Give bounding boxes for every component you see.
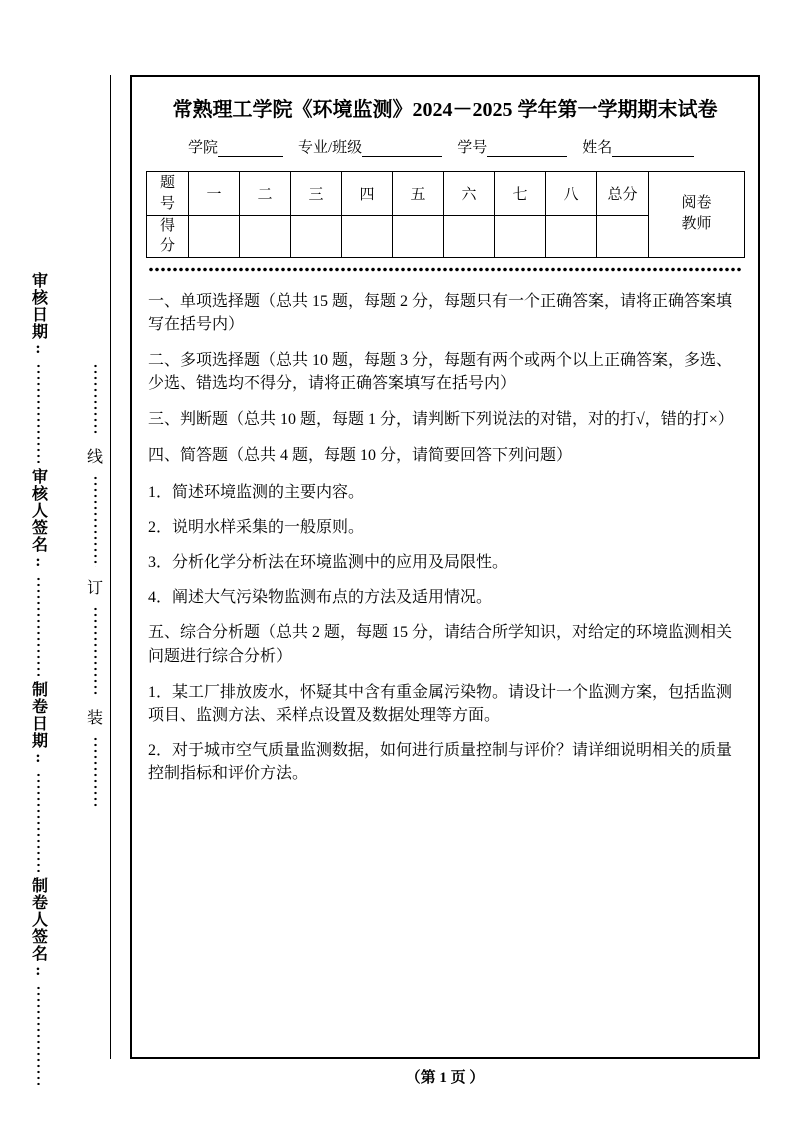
short-answer-item-1: 1．简述环境监测的主要内容。 [148, 483, 365, 501]
analysis-item-1: 1．某工厂排放废水，怀疑其中含有重金属污染物。请设计一个监测方案，包括监测项目、监测方法、采样点设置及数据处理等方面。 [148, 683, 733, 724]
binding-dots [94, 606, 97, 697]
dotted-fill-line [37, 772, 40, 872]
score-input-cell-3[interactable] [291, 216, 342, 258]
score-col-header-3: 三 [291, 172, 342, 216]
major-class-field-label: 专业/班级 [298, 140, 363, 156]
short-answer-item-3: 3．分析化学分析法在环境监测中的应用及局限性。 [148, 554, 509, 571]
exam-sheet [130, 75, 760, 1059]
student-info-line [146, 136, 744, 157]
questions-area [146, 290, 744, 786]
binding-dots [94, 475, 97, 566]
binding-char-xian: 线 [86, 449, 103, 467]
reviewer-signature-label: 审核人签名: [29, 468, 47, 571]
page-footer: （第 1 页 ） [405, 1070, 485, 1086]
student-id-field-label: 学号 [457, 140, 488, 156]
score-col-header-6: 六 [444, 172, 495, 216]
binding-line [84, 358, 106, 814]
score-input-cell-4[interactable] [342, 216, 393, 258]
score-col-header-5: 五 [393, 172, 444, 216]
score-col-header-1: 一 [189, 172, 240, 216]
score-col-header-2: 二 [240, 172, 291, 216]
score-input-cell-1[interactable] [189, 216, 240, 258]
score-input-cell-8[interactable] [546, 216, 597, 258]
dotted-fill-line [37, 576, 40, 676]
binding-dots [94, 363, 97, 436]
review-date-label: 审核日期: [29, 272, 47, 358]
score-row-label-cell: 得分 [147, 216, 189, 258]
margin-rule-line [110, 75, 111, 1059]
binding-char-zhuang: 装 [86, 709, 103, 727]
name-field-label: 姓名 [582, 140, 613, 156]
paper-maker-signature-label: 制卷人签名: [29, 877, 47, 980]
exam-title: 常熟理工学院《环境监测》2024－2025 学年第一学期期末试卷 [172, 99, 718, 121]
score-total-header: 总分 [597, 172, 649, 216]
score-input-cell-6[interactable] [444, 216, 495, 258]
major-class-field-blank[interactable] [362, 141, 442, 157]
score-table [146, 171, 745, 258]
binding-char-ding: 订 [86, 579, 103, 597]
margin-admin-labels [20, 272, 56, 1090]
dotted-fill-line [37, 363, 40, 463]
college-field-blank[interactable] [218, 141, 283, 157]
score-col-header-8: 八 [546, 172, 597, 216]
section-heading-single-choice: 一、单项选择题（总共 15 题，每题 2 分，每题只有一个正确答案，请将正确答案填写在括号内） [148, 292, 733, 333]
dotted-fill-line [37, 985, 40, 1085]
section-heading-multi-choice: 二、多项选择题（总共 10 题，每题 3 分，每题有两个或两个以上正确答案，多选、少选、错选均不得分，请将正确答案填写在括号内） [148, 351, 733, 393]
short-answer-item-2: 2．说明水样采集的一般原则。 [148, 518, 365, 536]
student-id-field-blank[interactable] [487, 141, 567, 157]
score-input-cell-7[interactable] [495, 216, 546, 258]
score-input-cell-2[interactable] [240, 216, 291, 258]
college-field-label: 学院 [188, 140, 219, 156]
short-answer-item-4: 4．阐述大气污染物监测布点的方法及适用情况。 [148, 589, 493, 607]
analysis-item-2: 2．对于城市空气质量监测数据，如何进行质量控制与评价？请详细说明相关的质量控制指标和评价方法。 [148, 742, 733, 783]
binding-dots [94, 736, 97, 809]
paper-date-label: 制卷日期: [29, 681, 47, 767]
score-col-header-7: 七 [495, 172, 546, 216]
section-heading-short-answer: 四、简答题（总共 4 题，每题 10 分，请简要回答下列问题） [148, 447, 573, 465]
section-heading-true-false: 三、判断题（总共 10 题，每题 1 分，请判断下列说法的对错，对的打√，错的打×） [148, 411, 734, 429]
score-col-header-4: 四 [342, 172, 393, 216]
dotted-separator [148, 267, 742, 272]
grader-cell[interactable]: 阅卷教师 [649, 172, 745, 258]
section-heading-analysis: 五、综合分析题（总共 2 题，每题 15 分，请结合所学知识，对给定的环境监测相关问题进行综合分析） [148, 624, 733, 665]
name-field-blank[interactable] [612, 141, 694, 157]
score-input-cell-5[interactable] [393, 216, 444, 258]
score-input-cell-total[interactable] [597, 216, 649, 258]
score-table-corner-cell: 题号 [147, 172, 189, 216]
